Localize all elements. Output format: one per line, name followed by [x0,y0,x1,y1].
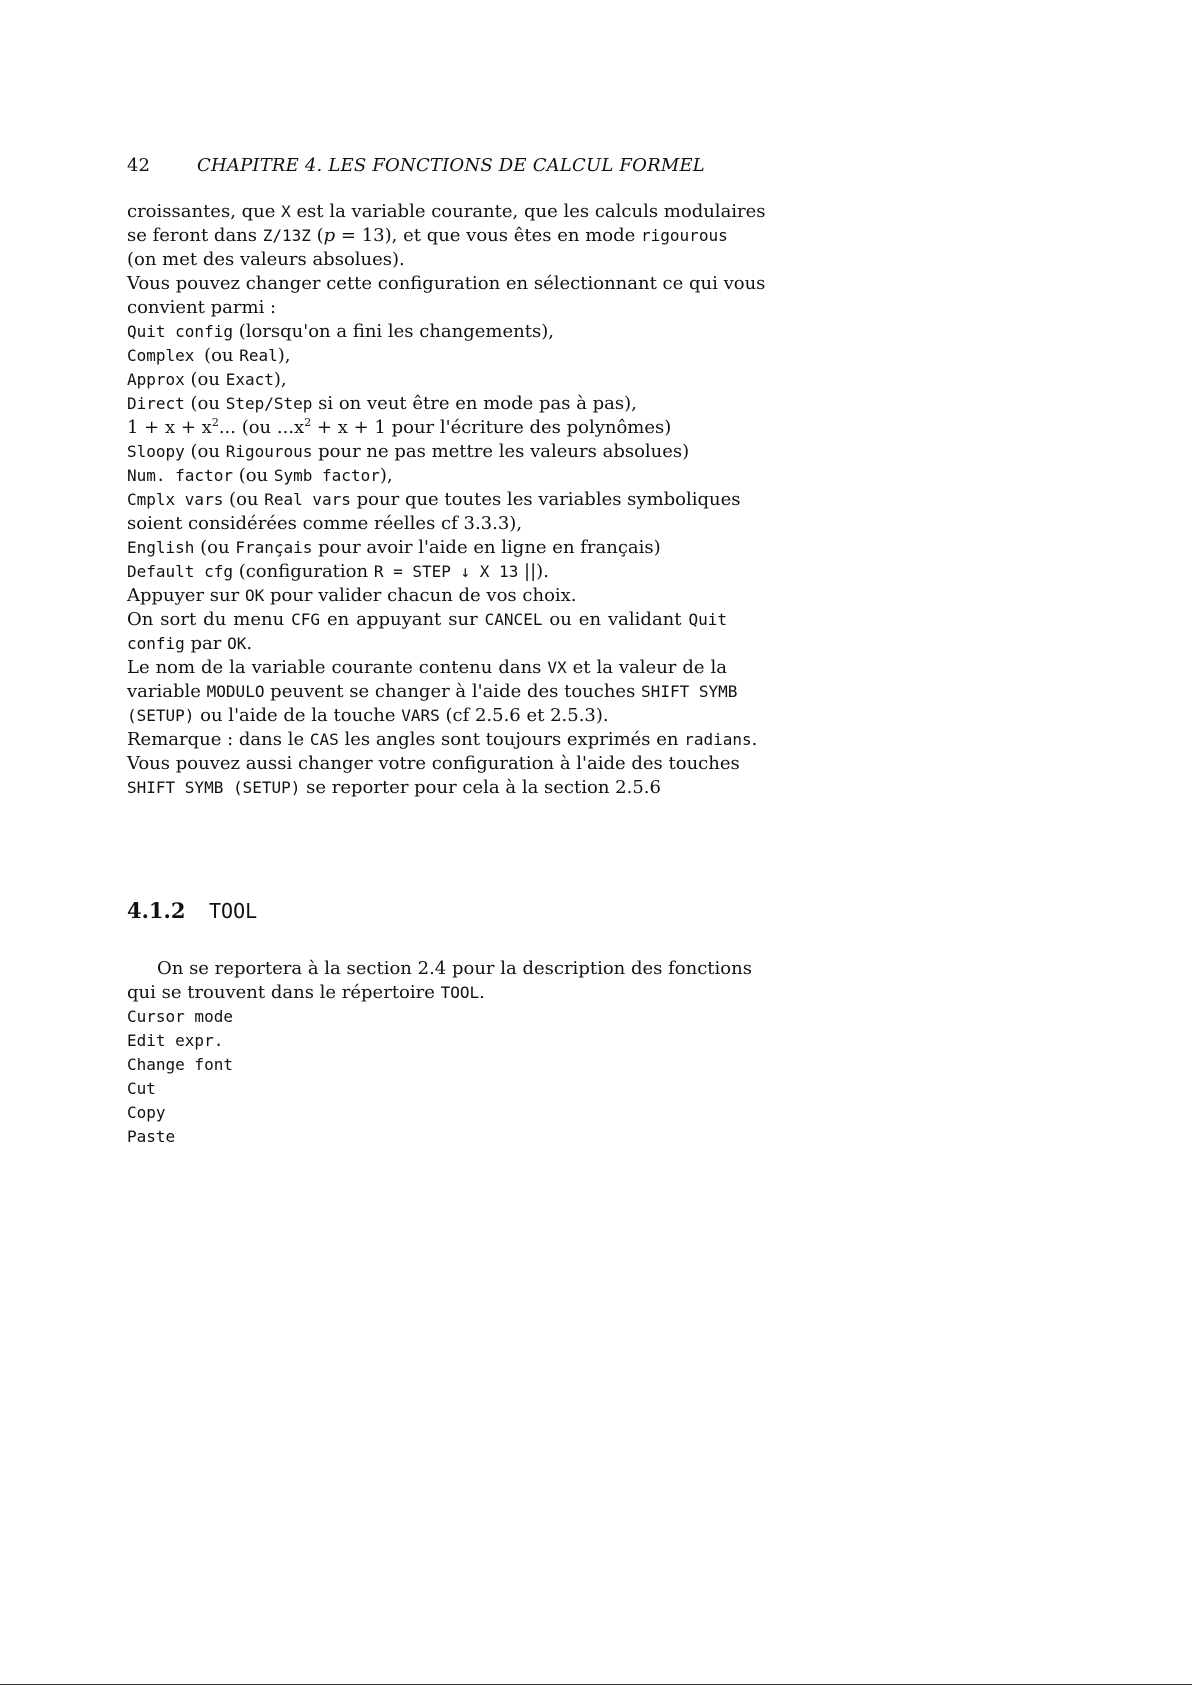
text-line: Vous pouvez changer cette configuration en sélectionnant ce qui vous [127,273,766,294]
page-number: 42 [127,155,150,176]
chapter-title: CHAPITRE 4. LES FONCTIONS DE CALCUL FORMEL [197,155,705,176]
text-line: convient parmi : [127,297,277,318]
tool-item-change-font: Change font [127,1055,233,1074]
text-line: qui se trouvent dans le répertoire TOOL. [127,982,485,1003]
text-line: SHIFT SYMB (SETUP) se reporter pour cela à la section 2.5.6 [127,777,661,798]
text-line: croissantes, que X est la variable courante, que les calculs modulaires [127,201,766,222]
section-heading [127,898,257,924]
text-line: se feront dans Z/13Z (p = 13), et que vous êtes en mode rigourous [127,225,728,246]
tool-item-cursor-mode: Cursor mode [127,1007,233,1026]
tool-item-paste: Paste [127,1127,176,1146]
tool-item-copy: Copy [127,1103,166,1122]
menu-option-sloopy: Sloopy (ou Rigourous pour ne pas mettre les valeurs absolues) [127,441,690,462]
text-line: Vous pouvez aussi changer votre configuration à l'aide des touches [127,753,740,774]
menu-option-polynomial-order: $1 + x + x^2$... (ou $...x^2 + x + 1$ pour l'écriture des polynômes) [127,416,672,438]
text-line: On se reportera à la section 2.4 pour la description des fonctions [157,958,752,979]
tool-section-body [127,957,752,1149]
text-line: config par OK. [127,633,253,654]
text-line: On sort du menu CFG en appuyant sur CANCEL ou en validant Quit [127,609,727,630]
text-line: variable MODULO peuvent se changer à l'aide des touches SHIFT SYMB [127,681,738,702]
text-line: (on met des valeurs absolues). [127,249,405,270]
config-paragraph [127,200,766,800]
section-title: TOOL [209,899,258,923]
text-line: soient considérées comme réelles cf 3.3.3), [127,513,523,534]
menu-option-english: English (ou Français pour avoir l'aide en ligne en français) [127,537,661,558]
text-line: (SETUP) ou l'aide de la touche VARS (cf 2.5.6 et 2.5.3). [127,705,609,726]
menu-option-approx: Approx (ou Exact), [127,369,287,390]
menu-option-cmplx-vars: Cmplx vars (ou Real vars pour que toutes les variables symboliques [127,489,741,510]
text-line: Le nom de la variable courante contenu dans VX et la valeur de la [127,657,727,678]
menu-option-quit-config: Quit config (lorsqu'on a fini les changements), [127,321,554,342]
section-number: 4.1.2 [127,898,186,923]
tool-item-edit-expr: Edit expr. [127,1031,224,1050]
menu-option-direct: Direct (ou Step/Step si on veut être en mode pas à pas), [127,393,637,414]
remark-line: Remarque : dans le CAS les angles sont toujours exprimés en radians. [127,729,758,750]
tool-item-cut: Cut [127,1079,156,1098]
menu-option-default-cfg: Default cfg (configuration R = STEP ↓ X 13 ||). [127,561,549,582]
menu-option-num-factor: Num. factor (ou Symb factor), [127,465,393,486]
menu-option-complex: Complex (ou Real), [127,345,291,366]
text-line: Appuyer sur OK pour valider chacun de vos choix. [127,585,577,606]
